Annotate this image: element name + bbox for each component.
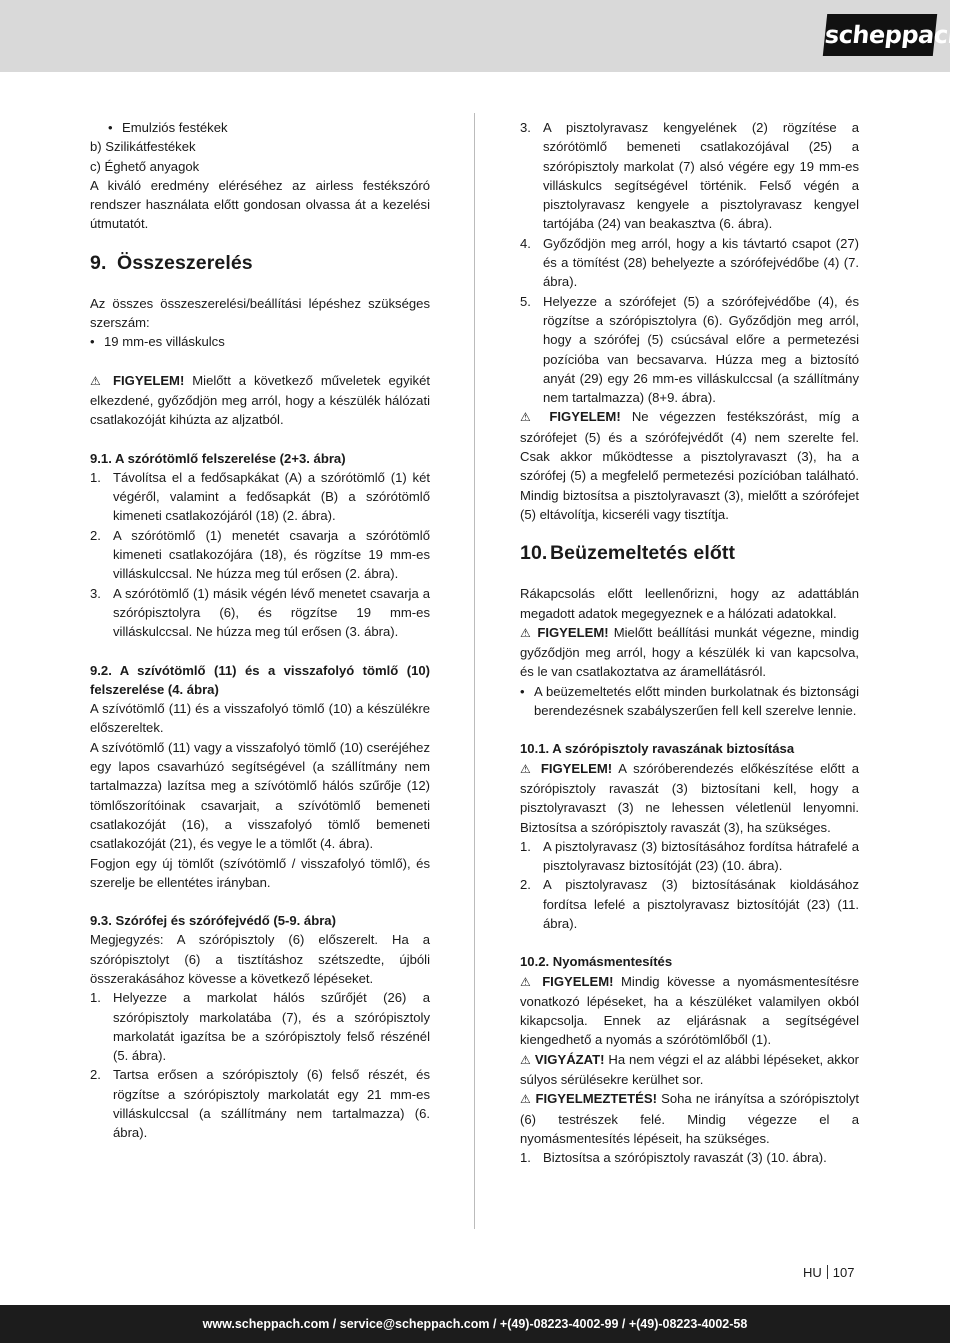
warning: ⚠ FIGYELEM! Ne végezzen festékszórást, míg a szórófejet (5) és a szórófejvédőt (4) nem szerelte fel. Csak akkor működtesse a pisztolyravaszt (3), ha a szórófej (5) a megfelelő permetezési pozícióban található. Mindig biztosítsa a pisztolyravaszt (3), mielőtt a szórófejet (5) eltávolítja, kicseréli vagy tisztítja. [520,409,859,522]
list-item: 3. A pisztolyravasz kengyelének (2) rögzítése a szórótömlő bemeneti csatlakozójával (25) a szórópisztoly markolat (7) alsó végére egy 19 mm-es villáskulcs segítségével történik. Felső végén a pisztolyravasz kengyele a pisztolyravasz kengyel tartójába (24) van beakasztva (6. ábra). [520,120,859,232]
paragraph: Rákapcsolás előtt leellenőrizni, hogy az adattáblán megadott adatok megegyeznek e a hálózati adatokkal. [520,586,859,621]
warning: ⚠ FIGYELMEZTETÉS! Soha ne irányítsa a szórópisztolyt (6) testrészek felé. Mindig végezze el a nyomásmentesítés lépéseit, ha szükséges. [520,1091,860,1146]
warning-icon: ⚠ [520,1052,532,1067]
page-number: HU 107 [803,1265,855,1280]
list-item: 1. Biztosítsa a szórópisztoly ravaszát (3) (10. ábra). [520,1150,827,1166]
column-divider [474,113,475,1229]
list-item: 1. A pisztolyravasz (3) biztosításához fordítsa hátrafelé a pisztolyravasz biztosítóját (23) (10. ábra). [520,838,859,874]
warning-icon: ⚠ [520,625,533,640]
list-item: • A beüzemeltetés előtt minden burkolatnak és biztonsági berendezésnek szabályszerűen fell kell szerelve lennie. [520,683,859,719]
list-item: 5. Helyezze a szórófejet (5) a szórófejvédőbe (4), és rögzítse a szórópisztolyra (6). Győződjön meg arról, hogy a szórófej (5) csúcsával előre a permetezési pozícióba van becsavarva. Húzza meg a biztosító anyát (29) egy 26 mm-es villáskulccsal (a szállítmány nem tartalmazza) (8+9. ábra). [520,293,859,406]
warning: ⚠ VIGYÁZAT! Ha nem végzi el az alábbi lépéseket, akkor súlyos sérülésekre kerülhet sor. [520,1051,860,1088]
paragraph: A szívótömlő (11) vagy a visszafolyó tömlő (10) cseréjéhez egy lapos csavarhúzó segítségével (a szállítmány nem tartalmazza) lazítsa meg a szívótömlő hálós szűrője (12) tömlőszorítóinak csavarjait, a szívótömlő bemeneti csatlakozóját (16), a visszafolyó tömlő bemeneti csatlakozóját (21), és vegye le a tömlőt (4. ábra). [90,739,430,852]
warning: ⚠ FIGYELEM! Mielőtt a következő műveletek egyikét elkezdené, győződjön meg arról, hogy a készülék hálózati csatlakozóját kihúzta az aljzatból. [90,372,431,428]
scheppach-logo: scheppach [823,14,937,56]
header-bar [0,0,966,72]
paragraph: c) Éghető anyagok [90,158,200,174]
subsection-heading: 9.3. Szórófej és szórófejvédő (5-9. ábra) [90,913,336,929]
paragraph: Fogjon egy új tömlőt (szívótömlő / visszafolyó tömlő), és szerelje be ellentétes irányban. [90,855,430,890]
warning-icon: ⚠ [520,974,535,989]
list-item: 2. A pisztolyravasz (3) biztosításának kioldásához fordítsa lefelé a pisztolyravasz biztosítóját (23) (11. ábra). [520,877,859,931]
warning: ⚠ FIGYELEM! Mindig kövesse a nyomásmentesítésre vonatkozó lépéseket, ha a készüléket valamilyen okból kikapcsolja. Ennek az eljárásnak a segítségével kiengedhető a nyomás a szórótömlőből (1). [520,973,859,1048]
left-column [90,118,430,1143]
paragraph: b) Szilikátfestékek [90,139,196,155]
warning: ⚠ FIGYELEM! Mielőtt beállítási munkát végezne, mindig győződjön meg arról, hogy a készülék ki van kapcsolva, és le van csatlakoztatva az áramellátásról. [520,624,859,680]
warning-icon: ⚠ [520,1092,532,1107]
subsection-heading: 10.1. A szórópisztoly ravaszának biztosítása [520,741,795,757]
list-item: 2. Tartsa erősen a szórópisztoly (6) felső részét, és rögzítse a szórópisztoly markolatát egy 21 mm-es villáskulccsal (a szállítmány nem tartalmazza) (6. ábra). [90,1067,430,1141]
list-item: 1. Távolítsa el a fedősapkákat (A) a szórótömlő (1) két végéről, valamint a fedősapkát (B) a szórótömlő kimeneti csatlakozójáról (18) (2. ábra). [90,469,430,524]
warning: ⚠ FIGYELEM! A szóróberendezés előkészítése előtt a szórópisztoly ravaszát (3) biztosítani kell, hogy a pisztolyravaszt (3) ne lehessen véletlenül lenyomni. Biztosítsa a szórópisztoly ravaszát (3), ha szükséges. [520,760,859,835]
list-item: 2. A szórótömlő (1) menetét csavarja a szórótömlő kimeneti csatlakozójára (18), és rögzítse 19 mm-es villáskulccsal. Ne húzza meg túl erősen (2. ábra). [90,527,430,582]
warning-icon: ⚠ [520,410,539,425]
paragraph: A szívótömlő (11) és a visszafolyó tömlő (10) a készülékre előszereltek. [90,701,430,736]
list-item: • Emulziós festékek [108,120,228,135]
paragraph: A kiváló eredmény eléréséhez az airless festékszóró rendszer használata előtt gondosan olvassa át a kezelési útmutatót. [90,177,430,232]
subsection-heading: 10.2. Nyomásmentesítés [520,954,673,970]
paragraph: Az összes összeszerelési/beállítási lépéshez szükséges szerszám: [90,295,430,331]
subsection-heading: 9.2. A szívótömlő (11) és a visszafolyó tömlő (10) felszerelése (4. ábra) [90,662,430,697]
warning-icon: ⚠ [520,761,534,776]
warning-icon: ⚠ [90,373,106,388]
list-item: 3. A szórótömlő (1) másik végén lévő menetet csavarja a szórópisztolyra (6), és rögzítse 19 mm-es villáskulccsal. Ne húzza meg túl erősen (3. ábra). [90,585,430,640]
section-heading: 9. Összeszerelés [90,251,253,274]
subsection-heading: 9.1. A szórótömlő felszerelése (2+3. ábra) [90,450,346,466]
list-item: 4. Győződjön meg arról, hogy a kis távtartó csapot (27) és a tömítést (28) behelyezte a szórófejvédőbe (4) (7. ábra). [520,235,859,290]
list-item: • 19 mm-es villáskulcs [90,334,225,350]
right-column [520,118,859,1168]
paragraph: Megjegyzés: A szórópisztoly (6) előszerelt. Ha a szórópisztolyt (6) a tisztításhoz szétszedte, újbóli összerakásához kövesse a következő lépéseket. [90,932,430,986]
section-heading: 10. Beüzemeltetés előtt [520,542,736,565]
contact-line: www.scheppach.com / service@scheppach.com / +(49)-08223-4002-99 / +(49)-08223-4002-58 [202,1317,748,1331]
list-item: 1. Helyezze a markolat hálós szűrőjét (26) a szórópisztoly markolatába (7), és a szórópisztoly markolatát igazítsa be a szórópisztoly felső részénél (5. ábra). [90,990,430,1064]
footer-bar [0,1305,950,1343]
